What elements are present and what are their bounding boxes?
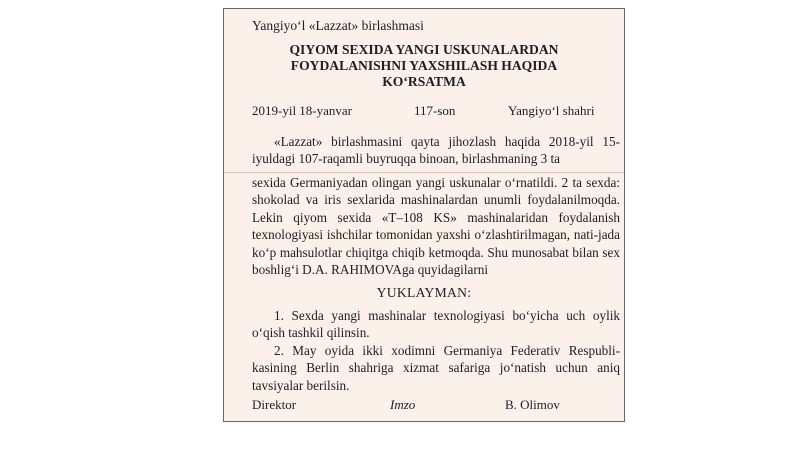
instruction-item-2: 2. May oyida ikki xodimni Germaniya Federativ Respubli-kasining Berlin shahriga xizmat safariga jo‘natish uchun aniq tavsiyalar berilsin. xyxy=(252,342,620,393)
title-line-1: QIYOM SEXIDA YANGI USKUNALARDAN xyxy=(289,42,559,57)
document-date: 2019-yil 18-yanvar xyxy=(252,103,353,118)
signature-name: B. Olimov xyxy=(505,397,560,412)
instruction-list xyxy=(252,307,620,394)
signature-mark: Imzo xyxy=(390,397,416,412)
paragraph-1-start: «Lazzat» birlashmasini qayta jihozlash haqida 2018-yil 15-iyuldagi 107-raqamli buyruqqa binoan, birlashmaning 3 ta xyxy=(252,134,620,167)
signature-position: Direktor xyxy=(252,397,297,412)
document-title xyxy=(224,42,624,90)
document-place: Yangiyo‘l shahri xyxy=(508,103,595,118)
document-page xyxy=(223,8,625,422)
instruction-item-1: 1. Sexda yangi mashinalar texnologiyasi bo‘yicha uch oylik o‘qish tashkil qilinsin. xyxy=(252,308,620,341)
page-divider xyxy=(224,172,624,173)
organization-name: Yangiyo‘l «Lazzat» birlashmasi xyxy=(252,18,424,33)
title-line-2: FOYDALANISHNI YAXSHILASH HAQIDA xyxy=(290,58,558,73)
document-number: 117-son xyxy=(414,103,456,118)
title-line-3: KO‘RSATMA xyxy=(382,74,466,89)
paragraph-1-rest: sexida Germaniyadan olingan yangi uskunalar o‘rnatildi. 2 ta sexda: shokolad va iris sexlarida mashinalardan unumli foydalanilmoqda. Lekin qiyom sexida «T–108 KS» mashinalaridan foydalanish texnologiyasi ishchilar tomonidan yaxshi o‘zlashtirilmagan, nati-jada ko‘p mahsulotlar chiqitga chiqib ketmoqda. Shu munosabat bilan sex boshlig‘i D.A. RAHIMOVAga quyidagilarni xyxy=(252,175,620,278)
instruction-heading: YUKLAYMAN: xyxy=(376,285,472,300)
